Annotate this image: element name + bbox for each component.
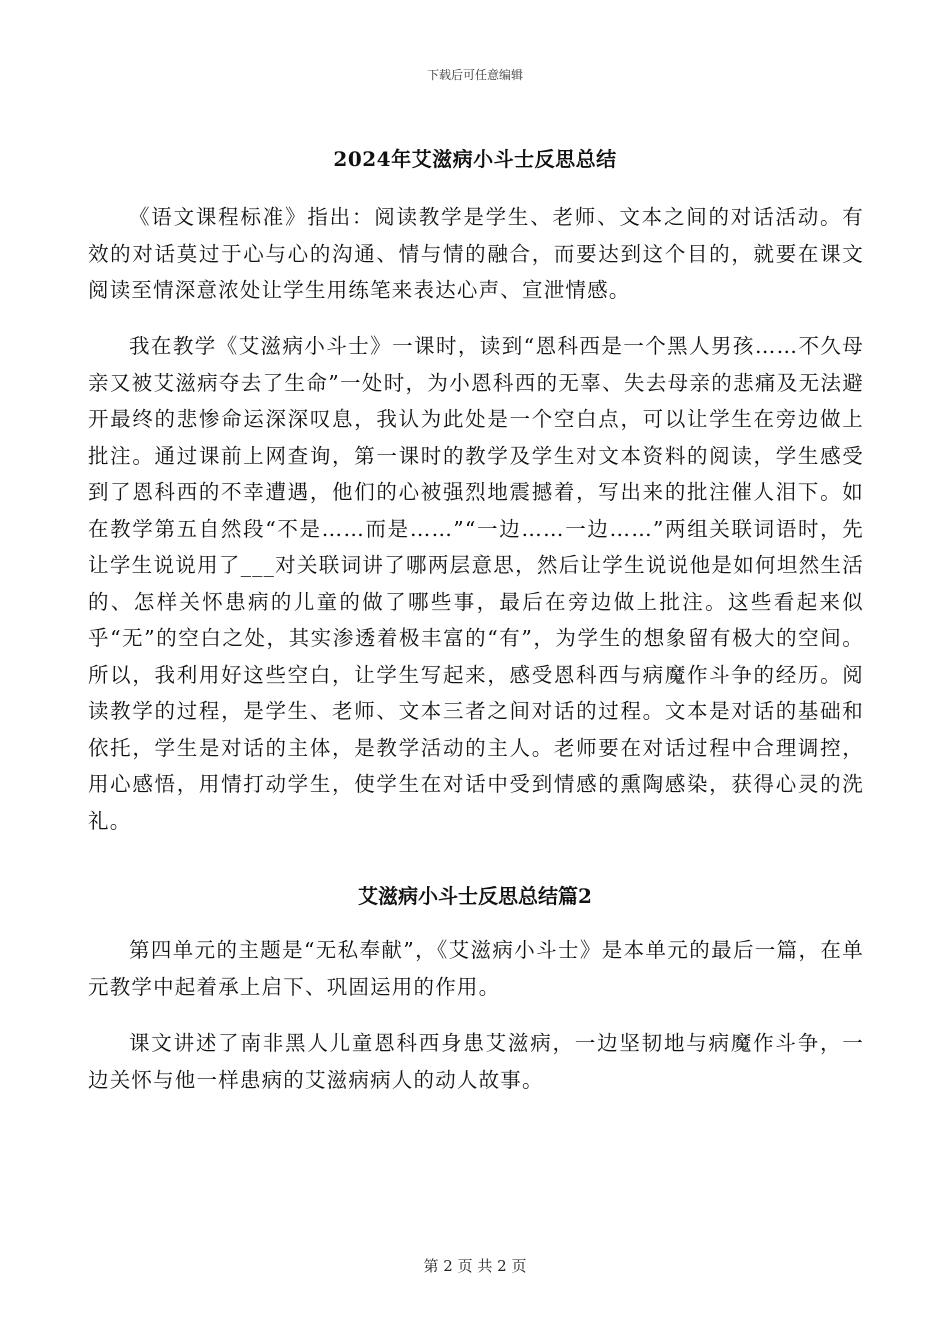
document-title: 2024年艾滋病小斗士反思总结: [333, 147, 617, 171]
section-paragraph-2: 课文讲述了南非黑人儿童恩科西身患艾滋病，一边坚韧地与病魔作斗争，一边关怀与他一样患病的艾滋病病人的动人故事。: [88, 1031, 864, 1092]
section-paragraph-1: 第四单元的主题是“无私奉献”，《艾滋病小斗士》是本单元的最后一篇，在单元教学中起着承上启下、巩固运用的作用。: [88, 938, 864, 999]
header-note: 下载后可任意编辑: [426, 68, 523, 82]
page-footer: 第 2 页 共 2 页: [423, 1257, 527, 1275]
paragraph-2: 我在教学《艾滋病小斗士》一课时，读到“恩科西是一个黑人男孩……不久母亲又被艾滋病夺去了生命”一处时，为小恩科西的无辜、失去母亲的悲痛及无法避开最终的悲惨命运深深叹息，我认为此处是一个空白点，可以让学生在旁边做上批注。通过课前上网查询，第一课时的教学及学生对文本资料的阅读，学生感受到了恩科西的不幸遭遇，他们的心被强烈地震撼着，写出来的批注催人泪下。如在教学第五自然段“不是……而是……”“一边……一边……”两组关联词语时，先让学生说说用了___对关联词讲了哪两层意思，然后让学生说说他是如何坦然生活的、怎样关怀患病的儿童的做了哪些事，最后在旁边做上批注。这些看起来似乎“无”的空白之处，其实渗透着极丰富的“有”，为学生的想象留有极大的空间。所以，我利用好这些空白，让学生写起来，感受恩科西与病魔作斗争的经历。阅读教学的过程，是学生、老师、文本三者之间对话的过程。文本是对话的基础和依托，学生是对话的主体，是教学活动的主人。老师要在对话过程中合理调控，用心感悟，用情打动学生，使学生在对话中受到情感的熏陶感染，获得心灵的洗礼。: [88, 334, 864, 833]
paragraph-1: 《语文课程标准》指出：阅读教学是学生、老师、文本之间的对话活动。有效的对话莫过于心与心的沟通、情与情的融合，而要达到这个目的，就要在课文阅读至情深意浓处让学生用练笔来表达心声、宣泄情感。: [88, 205, 864, 302]
section-title: 艾滋病小斗士反思总结篇2: [358, 884, 592, 908]
